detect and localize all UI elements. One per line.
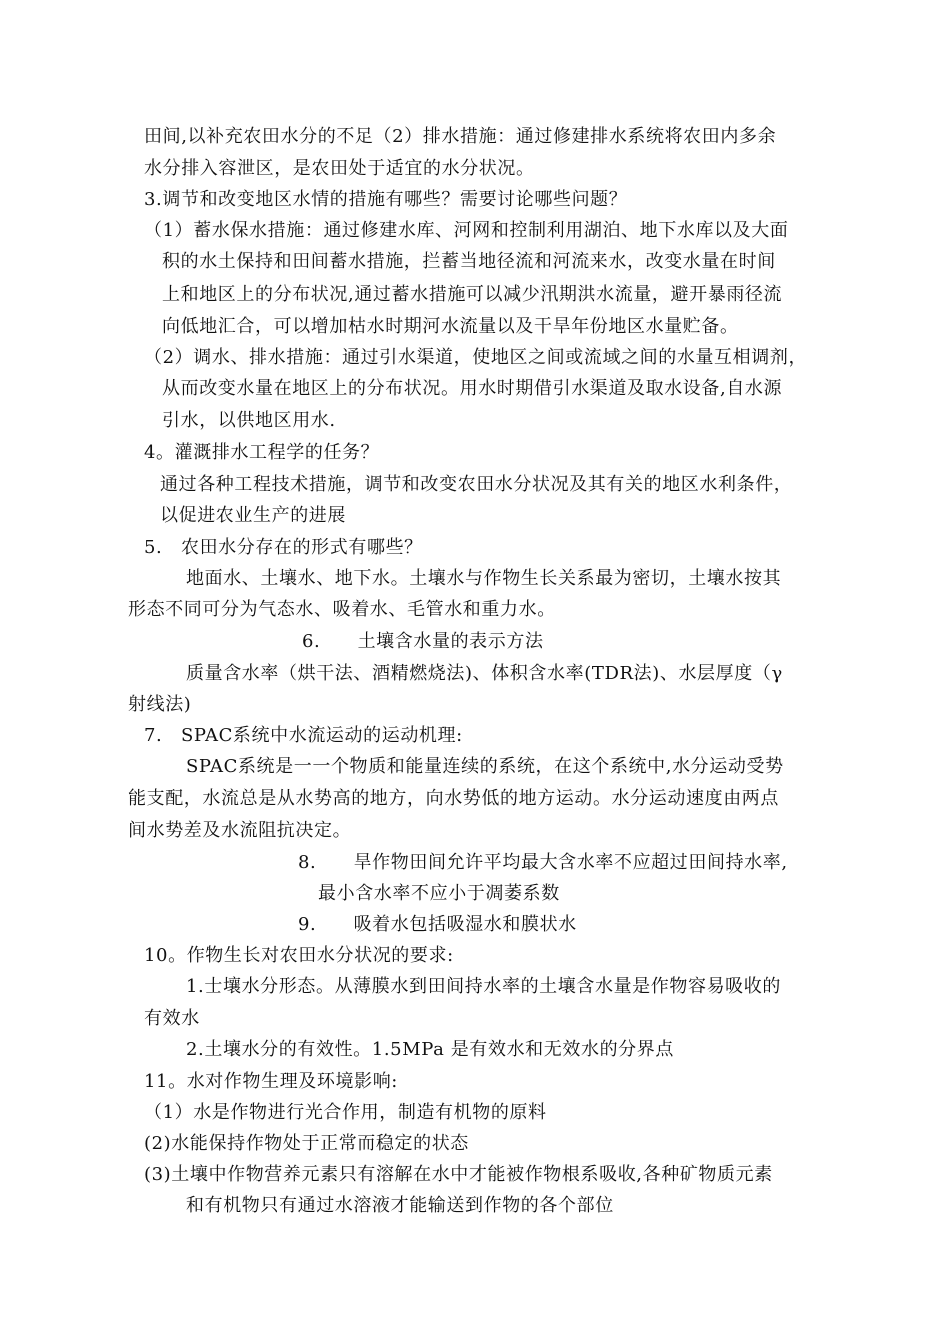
text-line: 射线法): [128, 694, 192, 715]
text-line: 引水，以供地区用水.: [162, 410, 336, 431]
question-heading-9: 9. 吸着水包括吸湿水和膜状水: [298, 914, 577, 935]
question-heading-11: 11。水对作物生理及环境影响:: [144, 1071, 398, 1092]
text-line: 向低地汇合，可以增加枯水时期河水流量以及干旱年份地区水量贮备。: [162, 316, 739, 337]
text-line: （2）调水、排水措施：通过引水渠道，使地区之间或流域之间的水量互相调剂，: [144, 347, 808, 368]
text-line: (2)水能保持作物处于正常而稳定的状态: [144, 1133, 469, 1154]
text-line: （1）蓄水保水措施：通过修建水库、河网和控制利用湖泊、地下水库以及大面: [144, 220, 789, 241]
text-line: 田间,以补充农田水分的不足（2）排水措施：通过修建排水系统将农田内多余: [144, 126, 777, 147]
text-line: 有效水: [144, 1008, 200, 1029]
text-line: （1）水是作物进行光合作用，制造有机物的原料: [144, 1102, 547, 1123]
text-line: 形态不同可分为气态水、吸着水、毛管水和重力水。: [128, 599, 556, 620]
question-heading-6: 6. 土壤含水量的表示方法: [302, 631, 544, 652]
question-heading-5: 5. 农田水分存在的形式有哪些？: [144, 537, 423, 558]
text-line: 能支配，水流总是从水势高的地方，向水势低的地方运动。水分运动速度由两点: [128, 788, 779, 809]
text-line: 质量含水率（烘干法、酒精燃烧法)、体积含水率(TDR法)、水层厚度（γ: [186, 663, 783, 684]
text-line: 积的水土保持和田间蓄水措施，拦蓄当地径流和河流来水，改变水量在时间: [162, 251, 776, 272]
text-line: 1.士壤水分形态。从薄膜水到田间持水率的土壤含水量是作物容易吸收的: [186, 976, 781, 997]
text-line: (3)土壤中作物营养元素只有溶解在水中才能被作物根系吸收,各种矿物质元素: [144, 1164, 773, 1185]
text-line: 和有机物只有通过水溶液才能输送到作物的各个部位: [186, 1195, 614, 1216]
text-line: 从而改变水量在地区上的分布状况。用水时期借引水渠道及取水设备,自水源: [162, 378, 783, 399]
text-line: SPAC系统是一一个物质和能量连续的系统，在这个系统中,水分运动受势: [186, 756, 784, 777]
text-line: 最小含水率不应小于凋萎系数: [318, 883, 560, 904]
question-heading-10: 10。作物生长对农田水分状况的要求:: [144, 945, 454, 966]
question-heading-4: 4。灌溉排水工程学的任务？: [144, 442, 380, 463]
text-line: 通过各种工程技术措施，调节和改变农田水分状况及其有关的地区水利条件，: [160, 474, 793, 495]
text-line: 以促进农业生产的进展: [160, 505, 346, 526]
text-line: 2.土壤水分的有效性。1.5MPa 是有效水和无效水的分界点: [186, 1039, 674, 1060]
question-heading-8: 8. 旱作物田间允许平均最大含水率不应超过田间持水率,: [298, 852, 788, 873]
text-line: 水分排入容泄区，是农田处于适宜的水分状况。: [144, 158, 535, 179]
text-line: 上和地区上的分布状况,通过蓄水措施可以减少汛期洪水流量，避开暴雨径流: [162, 284, 783, 305]
text-line: 地面水、土壤水、地下水。土壤水与作物生长关系最为密切，土壤水按其: [186, 568, 782, 589]
question-heading-7: 7. SPAC系统中水流运动的运动机理:: [144, 725, 463, 746]
text-line: 间水势差及水流阻抗决定。: [128, 820, 352, 841]
question-heading-3: 3.调节和改变地区水情的措施有哪些？需要讨论哪些问题？: [144, 189, 628, 210]
